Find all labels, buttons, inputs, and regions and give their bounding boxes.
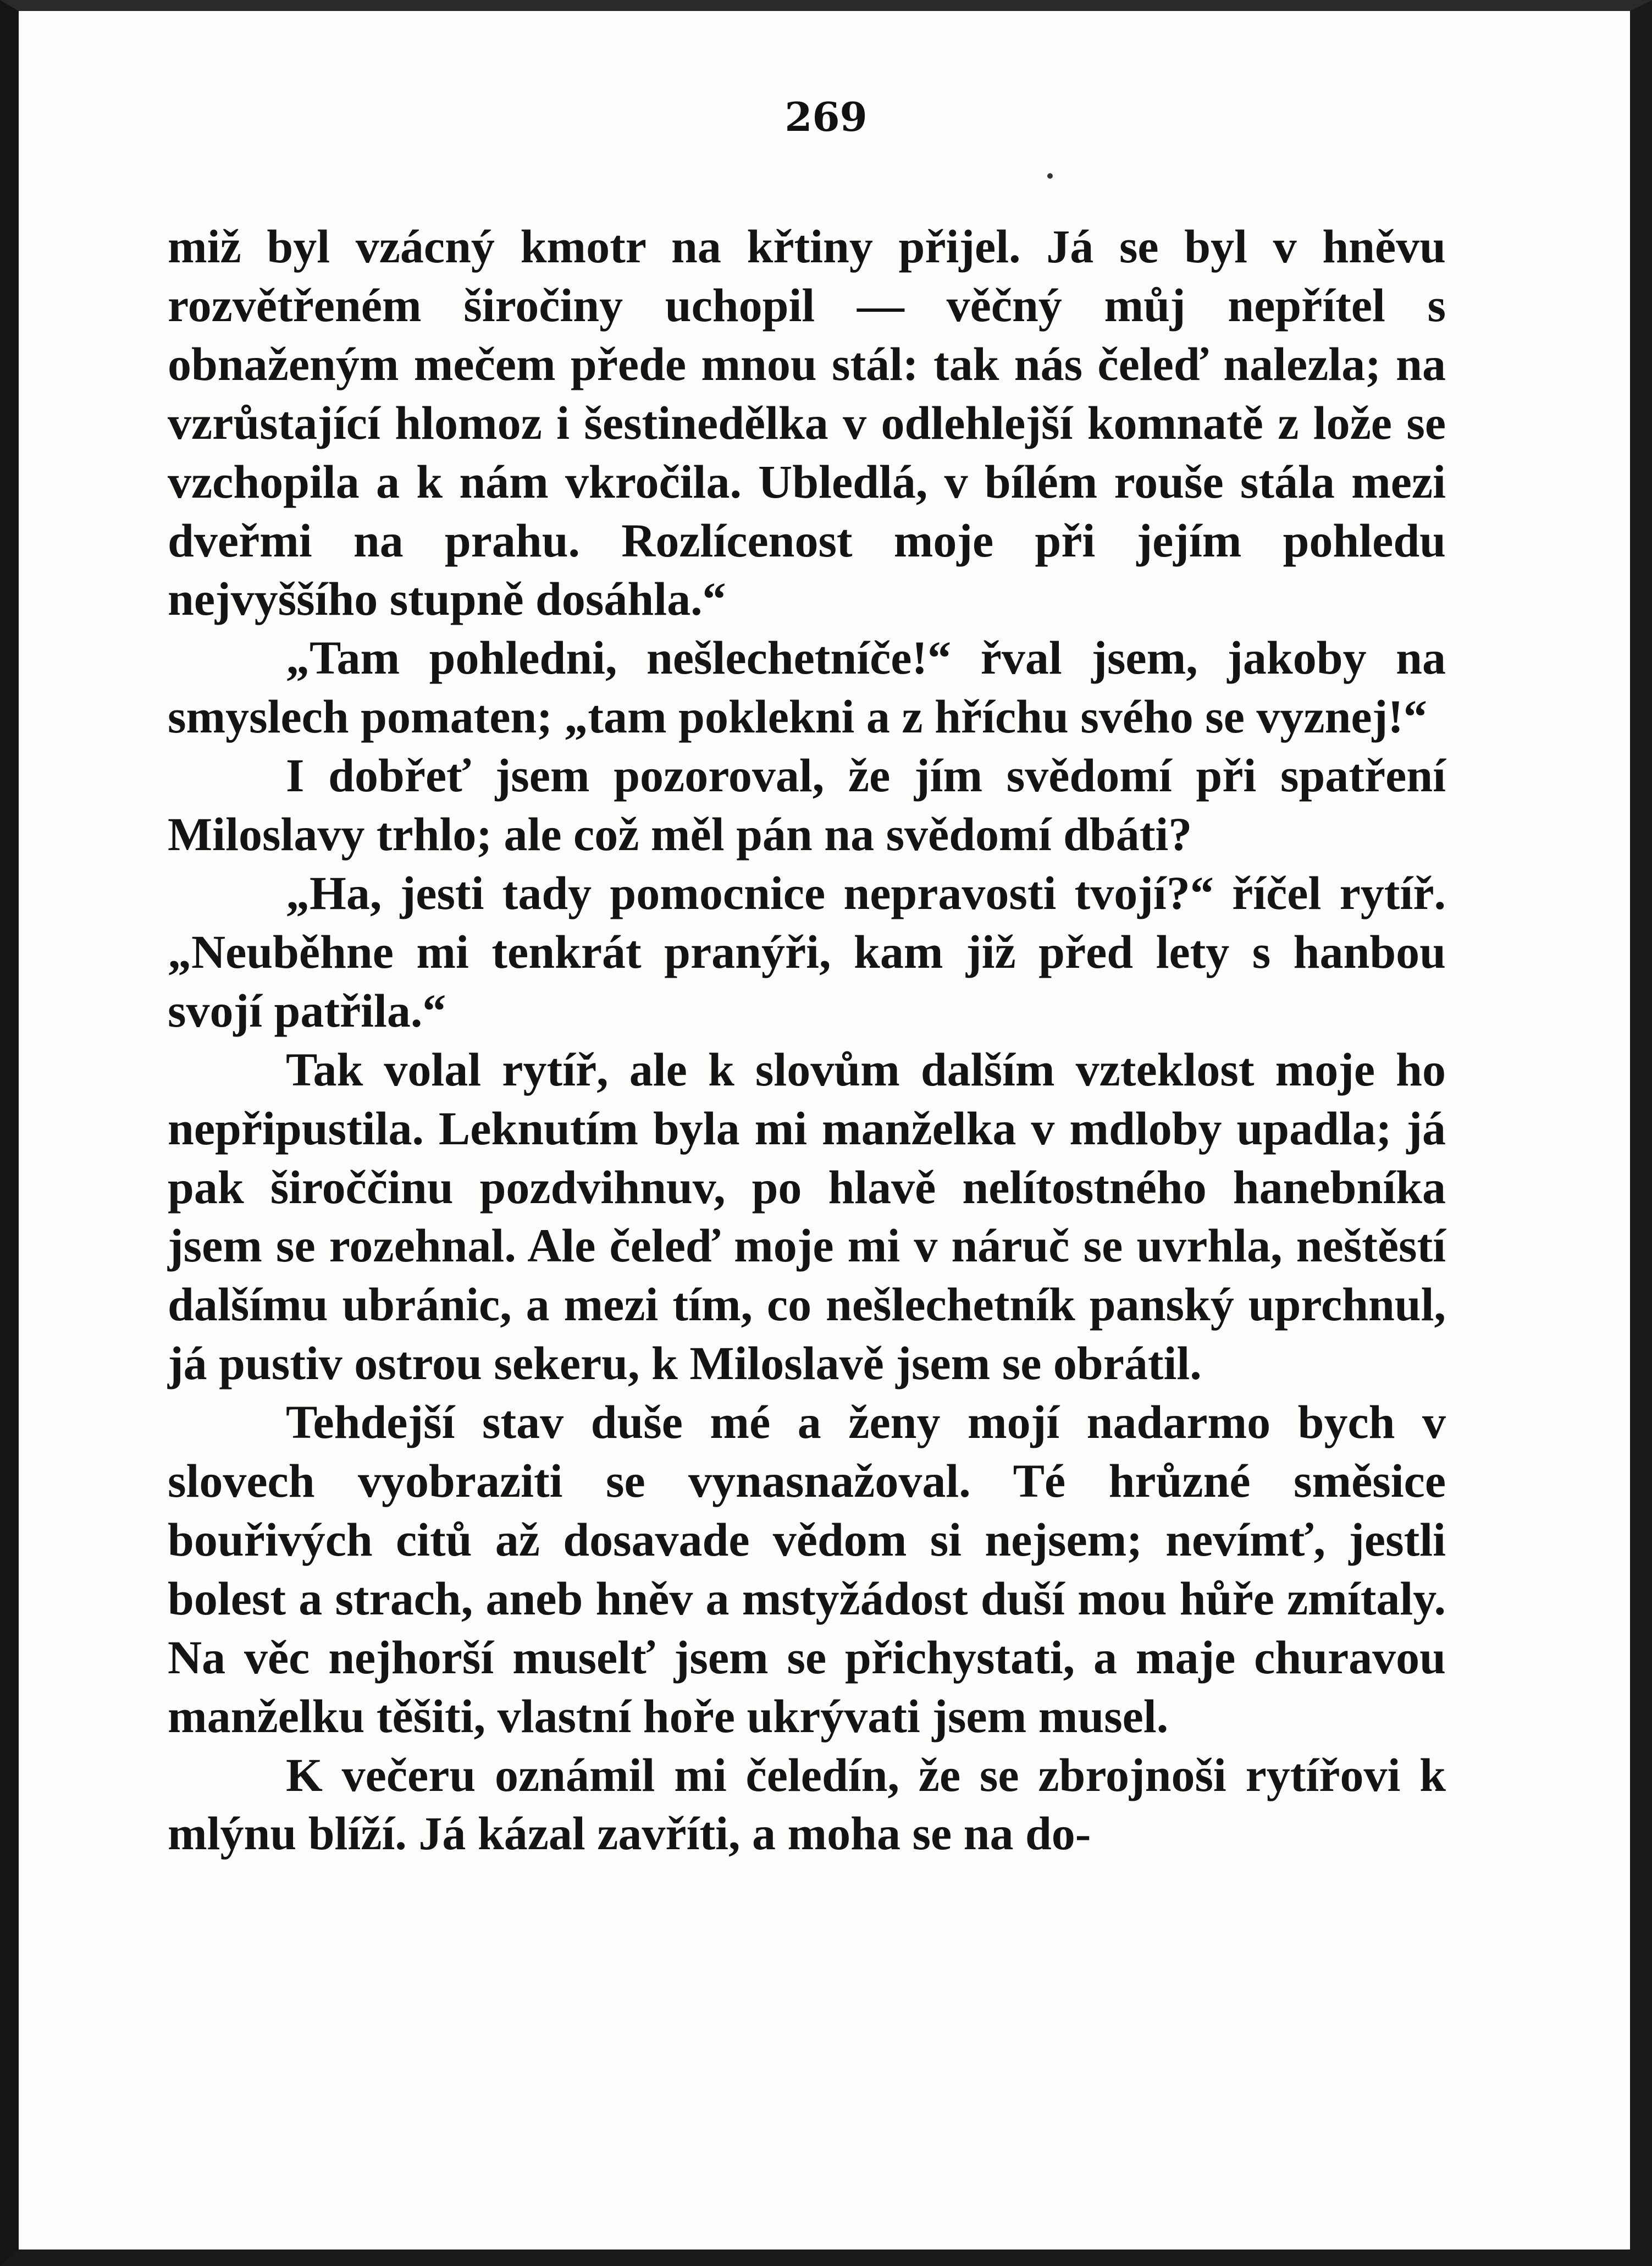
page-number: 269 — [784, 93, 868, 140]
paragraph-5: Tak volal rytíř, ale k slovům dalším vzteklost moje ho nepřipustila. Leknutím byla mi manželka v mdloby upadla; já pak široččinu pozdvihnuv, po hlavě nelítostného hanebníka jsem se rozehnal. Ale čeleď moje mi v náruč se uvrhla, neštěstí dalšímu ubránic, a mezi tím, co nešlechetník panský uprchnul, já pustiv ostrou sekeru, k Miloslavě jsem se obrátil. — [168, 1043, 1446, 1390]
paragraph-3: I dobřeť jsem pozoroval, že jím svědomí při spatření Miloslavy trhlo; ale což měl pán na svědomí dbáti? — [168, 749, 1446, 861]
paragraph-1: miž byl vzácný kmotr na křtiny přijel. Já se byl v hněvu rozvětřeném širočiny uchopil — věčný můj nepřítel s obnaženým mečem přede mnou stál: tak nás čeleď nalezla; na vzrůstající hlomoz i šestinedělka v odlehlejší komnatě z lože se vzchopila a k nám vkročila. Ubledlá, v bílém rouše stála mezi dveřmi na prahu. Rozlícenost moje při jejím pohledu nejvyššího stupně dosáhla.“ — [168, 220, 1446, 626]
body-text — [168, 217, 1446, 1863]
paragraph-4: „Ha, jesti tady pomocnice nepravosti tvojí?“ říčel rytíř. „Neuběhne mi tenkrát pranýři, kam již před lety s hanbou svojí patřila.“ — [168, 866, 1446, 1037]
paragraph-6: Tehdejší stav duše mé a ženy mojí nadarmo bych v slovech vyobraziti se vynasnažoval. Té hrůzné směsice bouřivých citů až dosavade vědom si nejsem; nevímť, jestli bolest a strach, aneb hněv a mstyžádost duší mou hůře zmítaly. Na věc nejhorší muselť jsem se přichystati, a maje churavou manželku těšiti, vlastní hoře ukrývati jsem musel. — [168, 1396, 1446, 1743]
speck-mark — [1047, 173, 1053, 179]
paragraph-2: „Tam pohledni, nešlechetníče!“ řval jsem, jakoby na smyslech pomaten; „tam poklekni a z hříchu svého se vyznej!“ — [168, 631, 1446, 743]
paragraph-7: K večeru oznámil mi čeledín, že se zbrojnoši rytířovi k mlýnu blíží. Já kázal zavříti, a moha se na do- — [168, 1748, 1446, 1860]
